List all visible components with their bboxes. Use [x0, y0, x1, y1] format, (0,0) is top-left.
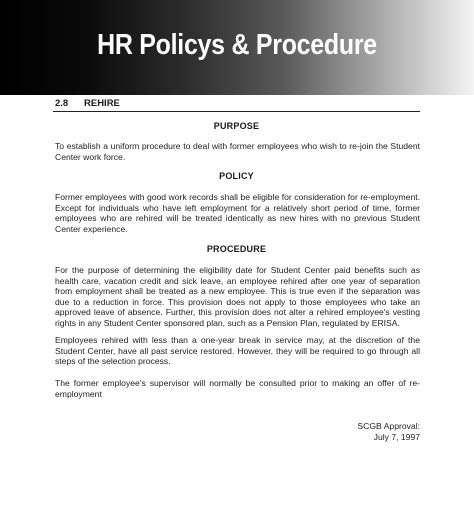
section-number: 2.8 [55, 98, 69, 109]
purpose-heading: PURPOSE [213, 121, 260, 131]
purpose-text: To establish a uniform procedure to deal with former employees who wish to re-join the Student Center work force. [55, 141, 420, 162]
document-title: HR Policys & Procedure [97, 29, 377, 61]
section-header [53, 97, 420, 112]
header-banner [0, 0, 474, 95]
section-label: REHIRE [84, 98, 120, 109]
approval-date: July 7, 1997 [373, 431, 420, 442]
procedure-paragraph-3: The former employee's supervisor will normally be consulted prior to making an offer of re-employment [55, 378, 420, 399]
policy-heading: POLICY [219, 171, 254, 181]
procedure-paragraph-2: Employees rehired with less than a one-year break in service may, at the discretion of the Student Center, have all past service restored. However, they will be required to go through all steps of the selection process. [55, 335, 420, 367]
procedure-heading: PROCEDURE [206, 244, 267, 254]
policy-text: Former employees with good work records shall be eligible for consideration for re-employment. Except for individuals who have left employment for a relatively short period of time, former employees who are rehired will be treated identically as new hires with no previous Student Center experience. [55, 192, 420, 234]
approval-block [270, 421, 420, 442]
approval-label: SCGB Approval: [357, 421, 420, 431]
procedure-paragraph-1: For the purpose of determining the eligibility date for Student Center paid benefits such as health care, vacation credit and sick leave, an employee rehired after one year of separation from employment shall be treated as a new employee. This is true even if the separation was due to a reduction in force. This provision does not apply to those employees who take an approved leave of absence. Further, this provision does not alter a rehired employee's vesting rights in any Student Center sponsored plan, such as a Pension Plan, regulated by ERISA. [55, 265, 420, 328]
